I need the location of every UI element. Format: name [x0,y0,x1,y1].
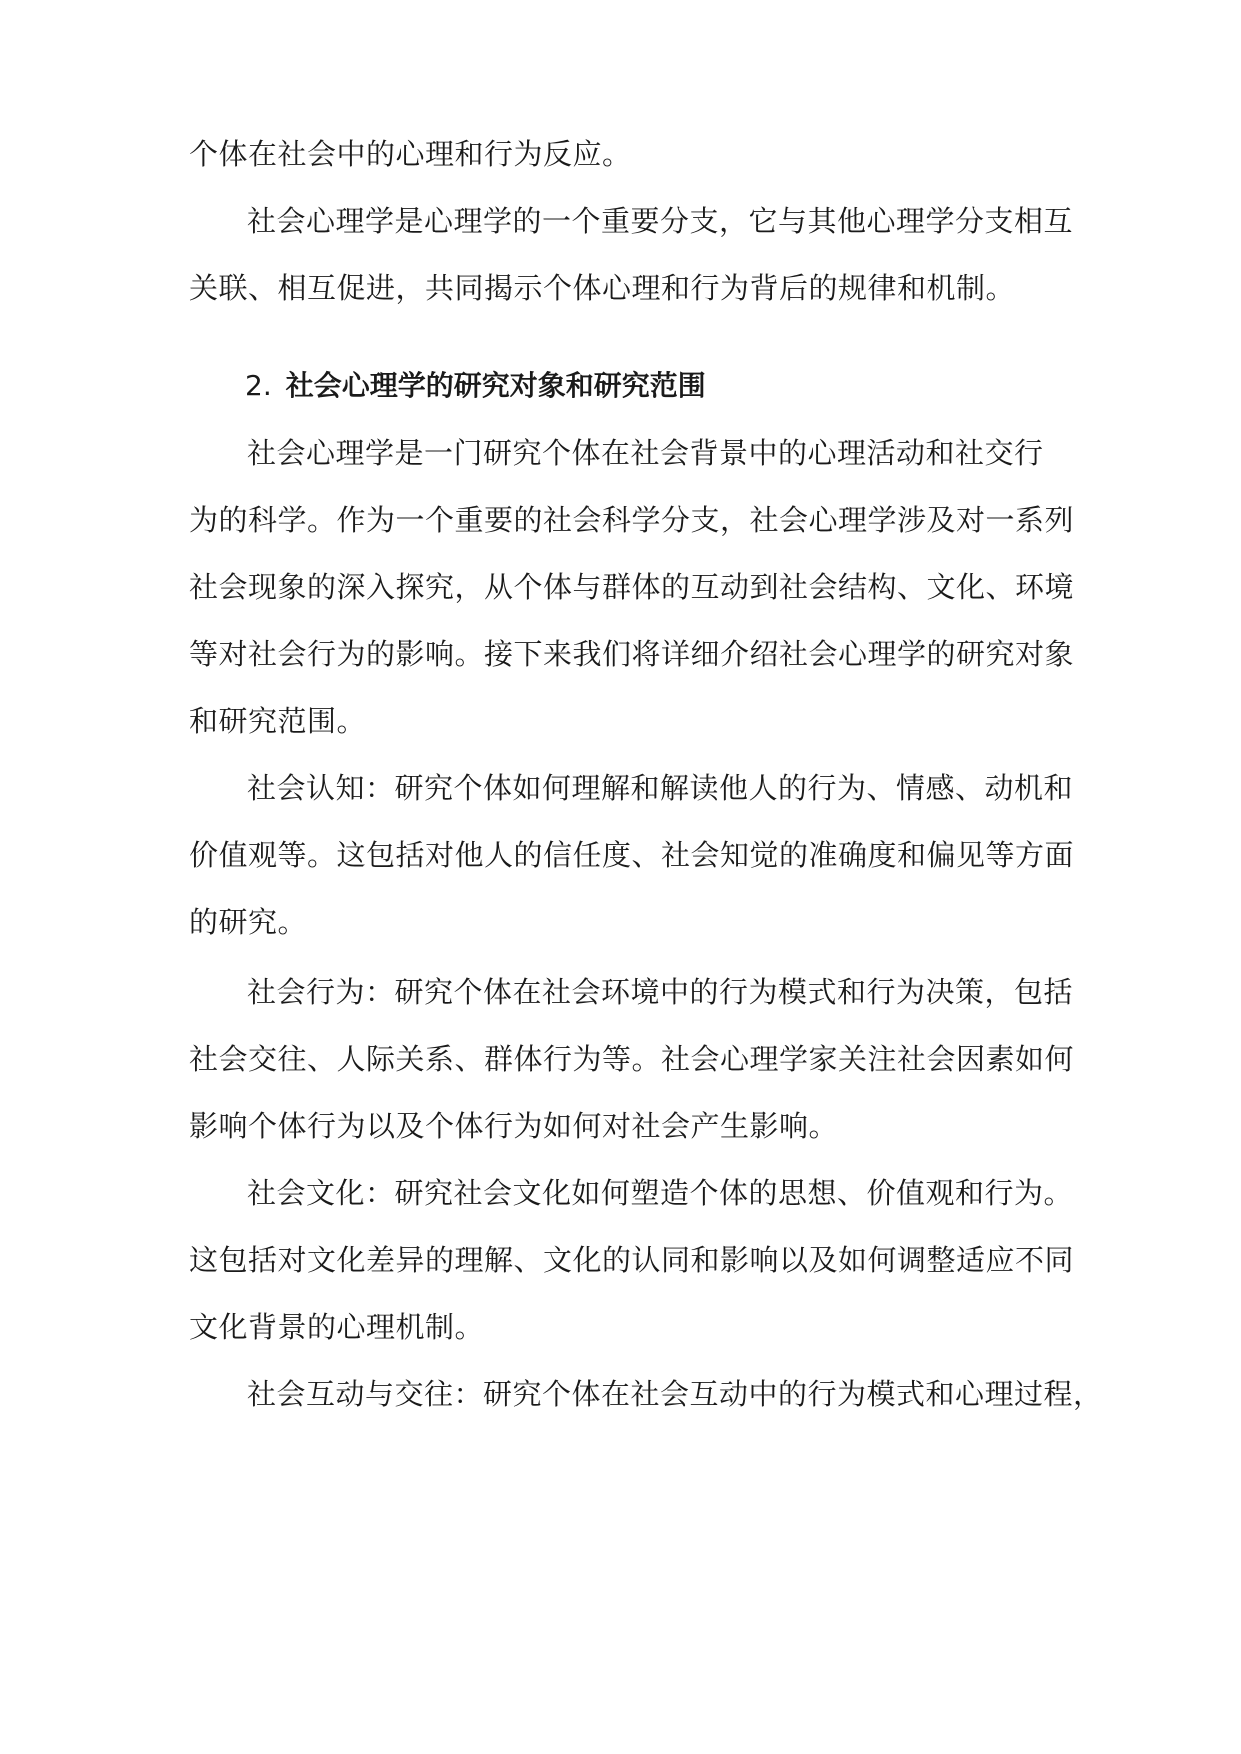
intro-line: 个体在社会中的心理和行为反应。 [189,137,632,171]
section-heading [245,366,1065,406]
paragraph-line: 为的科学。作为一个重要的社会科学分支，社会心理学涉及对一系列 [189,503,1075,537]
paragraph-line: 的研究。 [189,905,308,939]
paragraph-line: 和研究范围。 [189,704,367,738]
paragraph-line: 关联、相互促进，共同揭示个体心理和行为背后的规律和机制。 [189,271,1016,305]
paragraph-line: 价值观等。这包括对他人的信任度、社会知觉的准确度和偏见等方面 [189,838,1075,872]
paragraph-line: 等对社会行为的影响。接下来我们将详细介绍社会心理学的研究对象 [189,637,1075,671]
paragraph-line: 这包括对文化差异的理解、文化的认同和影响以及如何调整适应不同 [189,1243,1075,1277]
section-number: 2. [245,369,272,402]
paragraph-line: 影响个体行为以及个体行为如何对社会产生影响。 [189,1109,839,1143]
section-title: 社会心理学的研究对象和研究范围 [285,369,706,402]
paragraph-line: 社会心理学是心理学的一个重要分支，它与其他心理学分支相互 [247,204,1074,238]
paragraph-line: 文化背景的心理机制。 [189,1310,485,1344]
paragraph-line: 社会现象的深入探究，从个体与群体的互动到社会结构、文化、环境 [189,570,1075,604]
paragraph-line: 社会交往、人际关系、群体行为等。社会心理学家关注社会因素如何 [189,1042,1075,1076]
paragraph-line: 社会文化：研究社会文化如何塑造个体的思想、价值观和行为。 [247,1176,1074,1210]
paragraph-line: 社会心理学是一门研究个体在社会背景中的心理活动和社交行 [247,436,1044,470]
paragraph-line: 社会行为：研究个体在社会环境中的行为模式和行为决策，包括 [247,975,1074,1009]
paragraph-line: 社会认知：研究个体如何理解和解读他人的行为、情感、动机和 [247,771,1074,805]
paragraph-line: 社会互动与交往：研究个体在社会互动中的行为模式和心理过程， [247,1377,1103,1411]
